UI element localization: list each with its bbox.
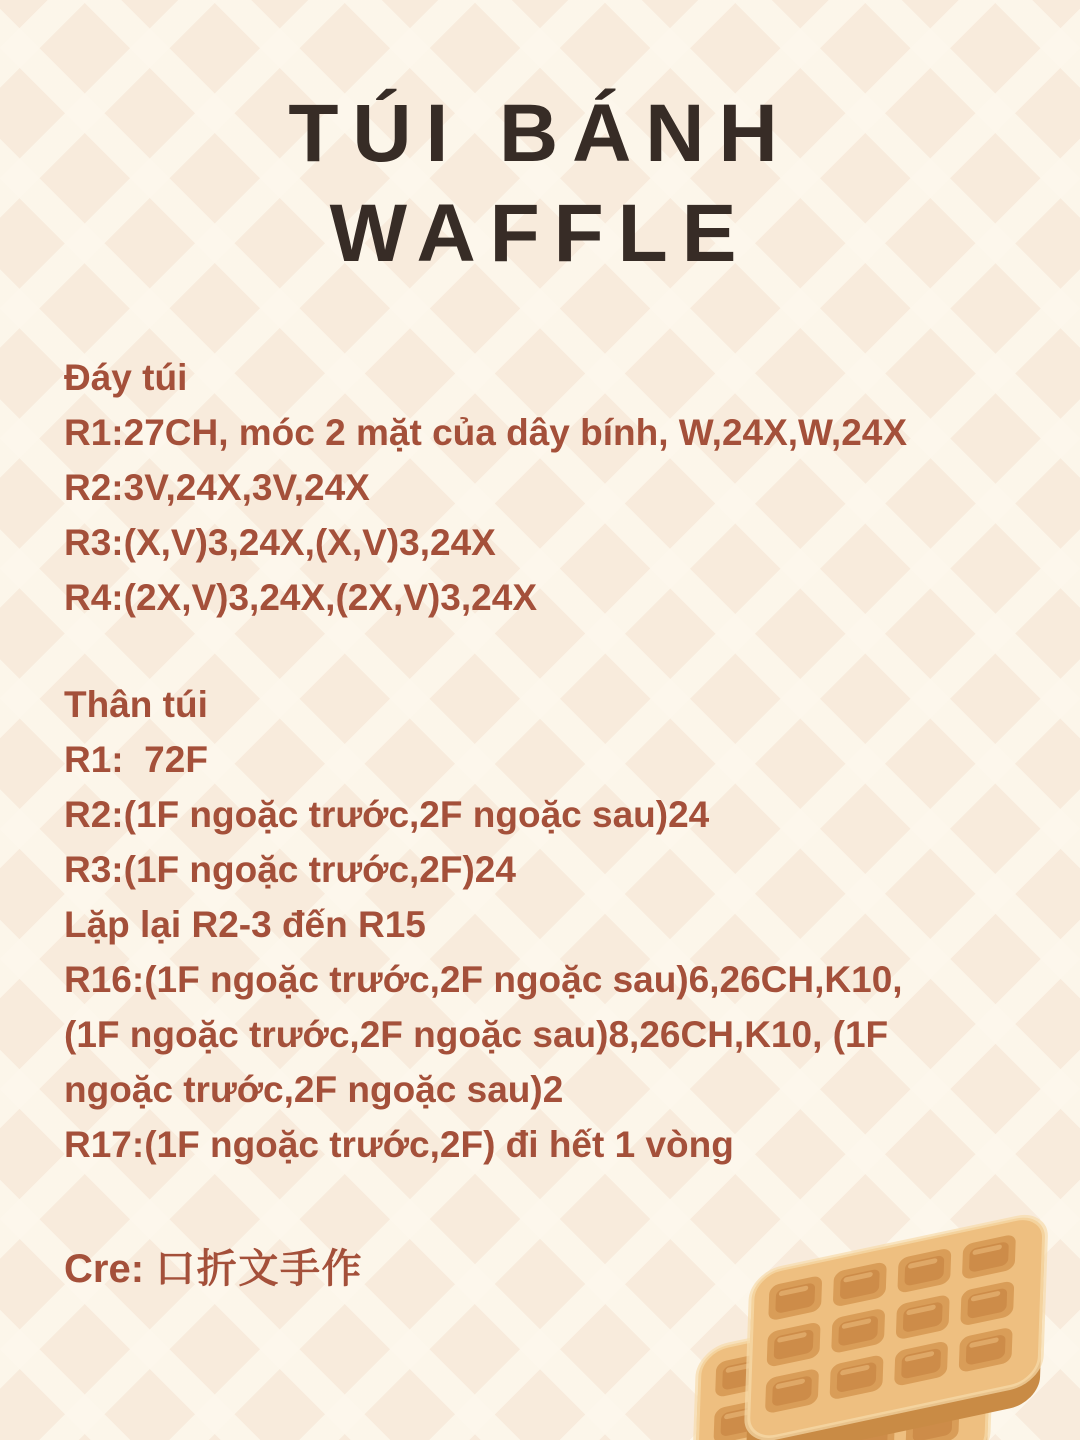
pattern-row: ngoặc trước,2F ngoặc sau)2	[64, 1069, 564, 1111]
pattern-row: Lặp lại R2-3 đến R15	[64, 904, 426, 946]
section-bag-bottom	[64, 350, 1022, 625]
pattern-row: R1:27CH, móc 2 mặt của dây bính, W,24X,W,24X	[64, 412, 908, 454]
pattern-row: R17:(1F ngoặc trước,2F) đi hết 1 vòng	[64, 1124, 734, 1166]
page-title	[0, 84, 1080, 284]
pattern-row: R2:3V,24X,3V,24X	[64, 467, 370, 509]
credit-author: 口折文手作	[155, 1247, 364, 1292]
pattern-row: (1F ngoặc trước,2F ngoặc sau)8,26CH,K10, (1F	[64, 1014, 889, 1056]
title-line-2: WAFFLE	[329, 188, 751, 280]
pattern-row: R2:(1F ngoặc trước,2F ngoặc sau)24	[64, 794, 710, 836]
section-heading: Đáy túi	[64, 357, 188, 399]
title-line-1: TÚI BÁNH	[288, 88, 792, 179]
pattern-row: R1: 72F	[64, 739, 208, 781]
credit-line	[64, 1242, 1022, 1297]
section-bag-body	[64, 677, 1022, 1172]
section-heading: Thân túi	[64, 684, 208, 726]
pattern-row: R3:(X,V)3,24X,(X,V)3,24X	[64, 522, 496, 564]
pattern-row: R4:(2X,V)3,24X,(2X,V)3,24X	[64, 577, 537, 619]
pattern-content	[0, 350, 1080, 1297]
pattern-row: R3:(1F ngoặc trước,2F)24	[64, 849, 516, 891]
pattern-row: R16:(1F ngoặc trước,2F ngoặc sau)6,26CH,K10,	[64, 959, 903, 1001]
credit-label: Cre:	[64, 1247, 145, 1292]
